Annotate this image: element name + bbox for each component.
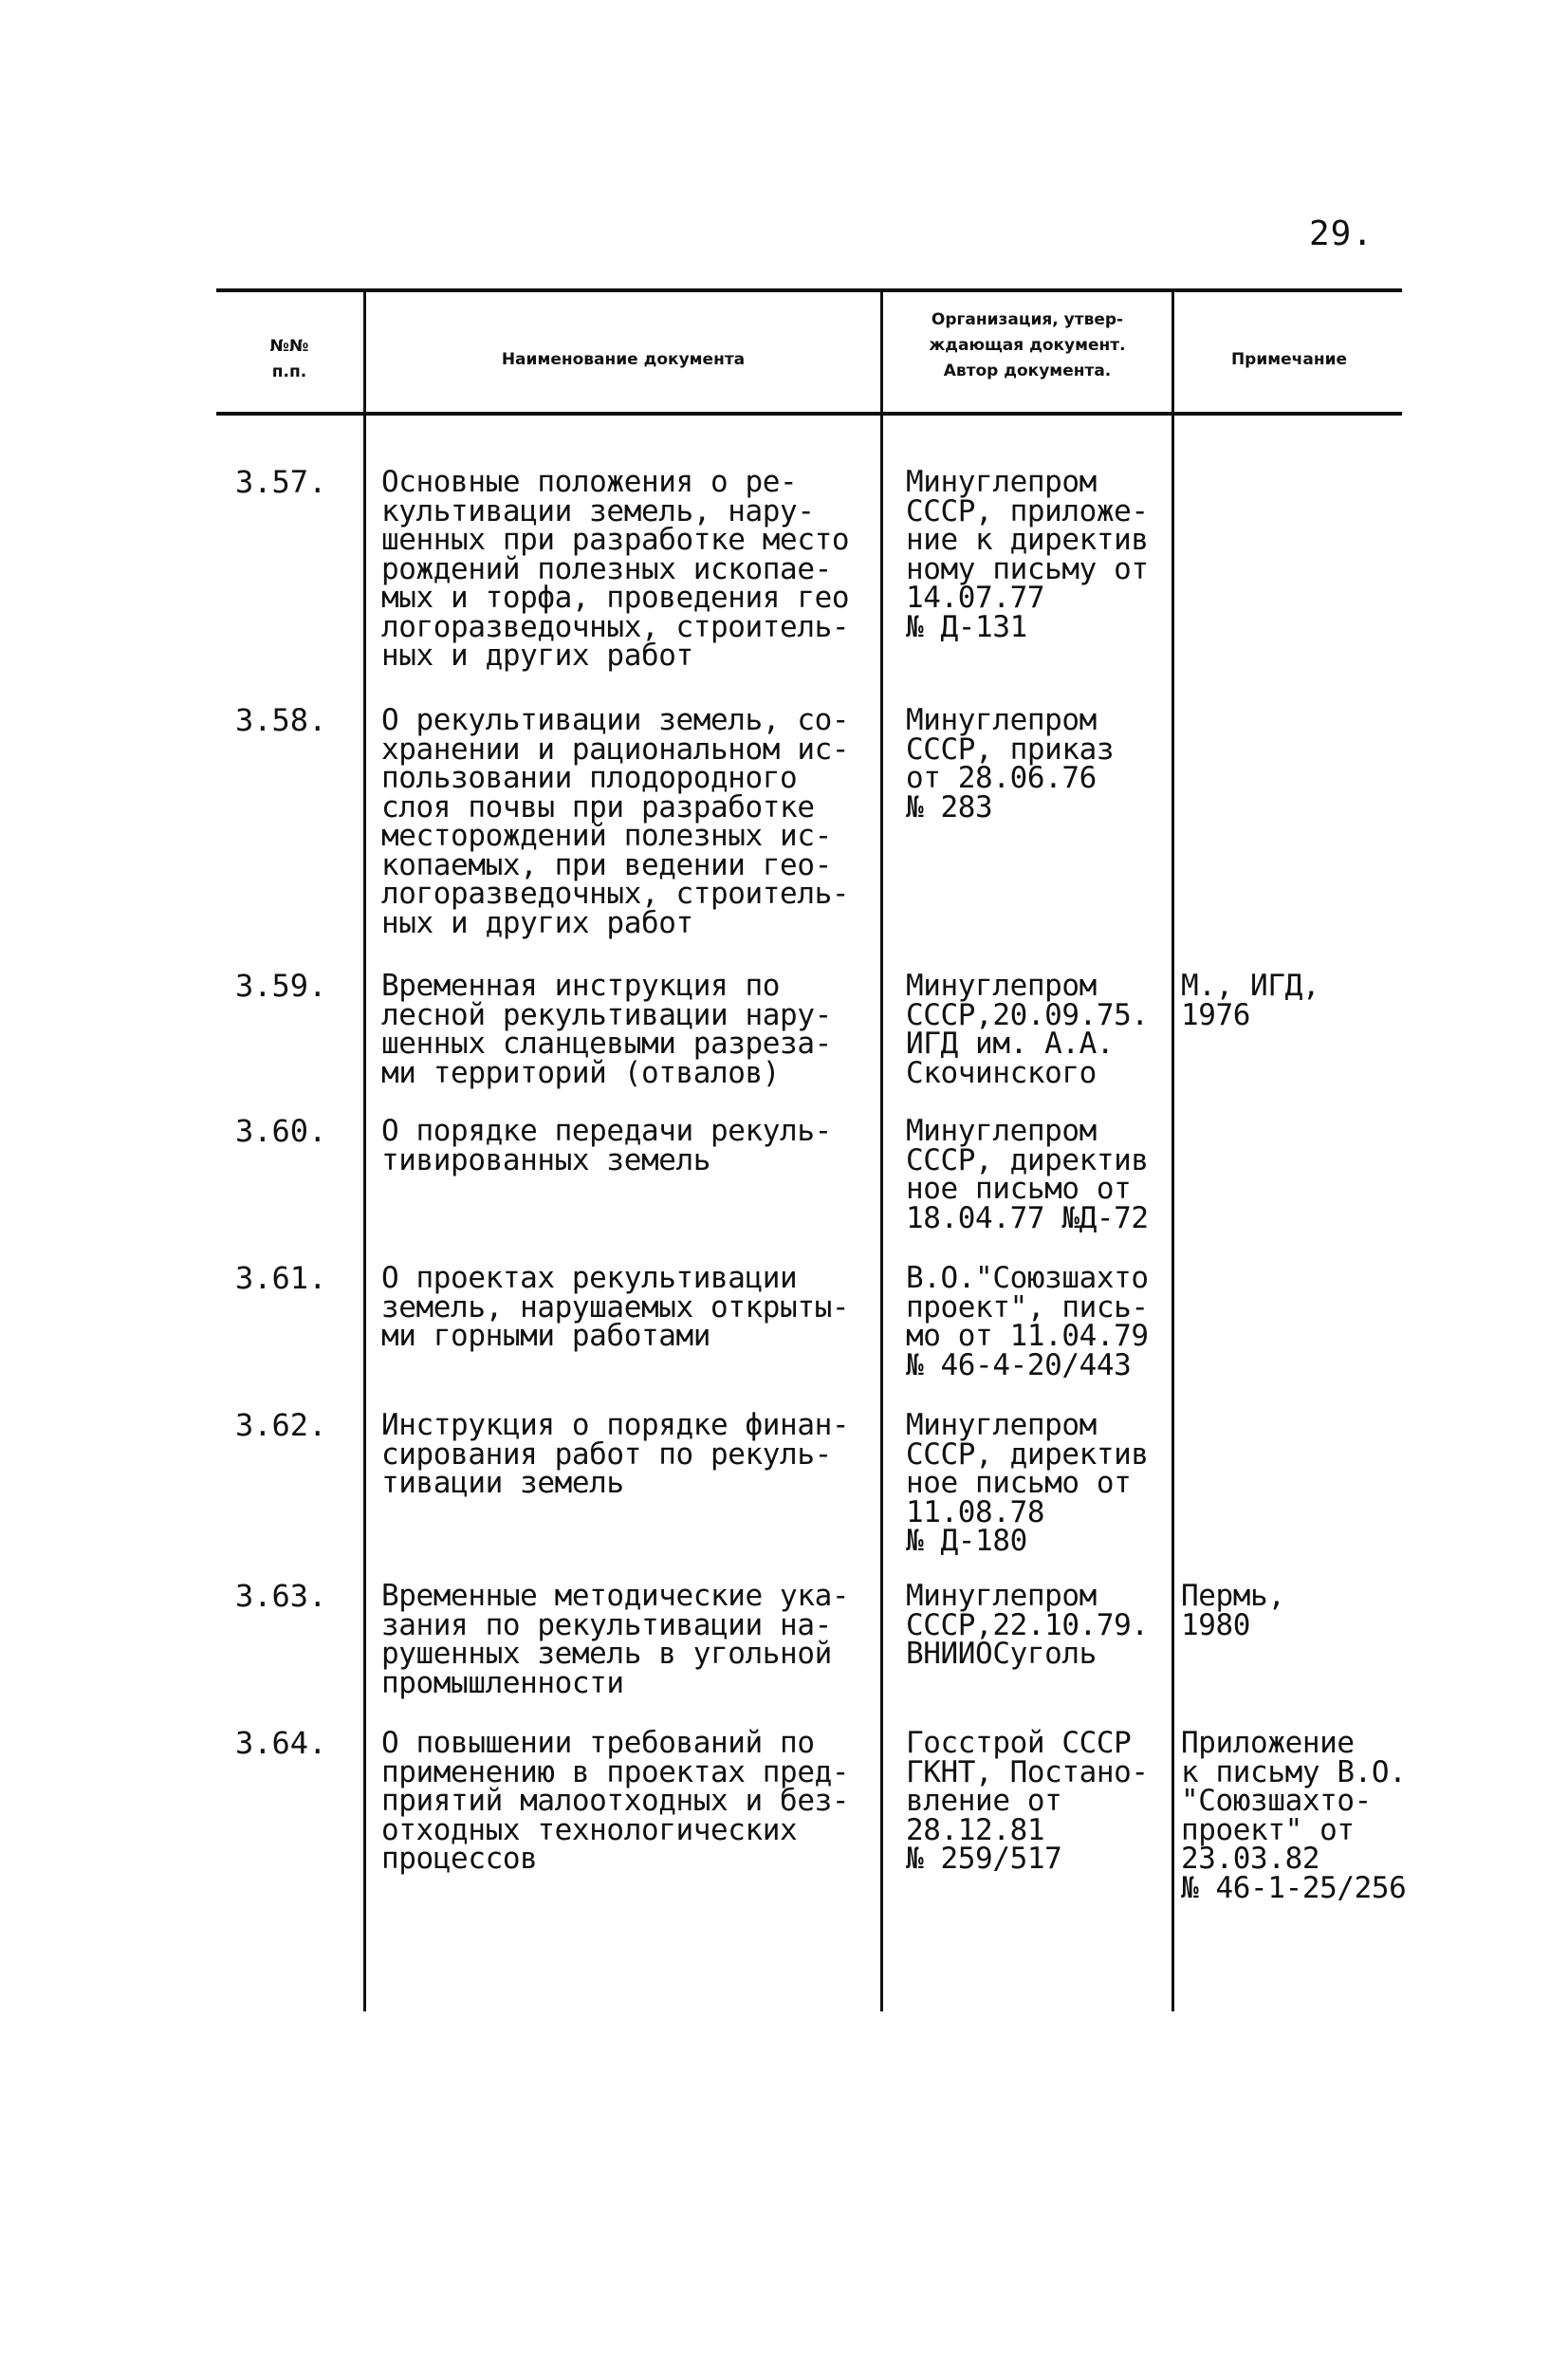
approving-organization-cell <box>906 1261 1149 1382</box>
row-number: 3.57. <box>235 464 327 500</box>
document-name-line: шенных сланцевыми разреза- <box>381 1027 832 1061</box>
approving-organization-line: ВНИИОСуголь <box>906 1637 1097 1671</box>
document-name-line: О повышении требований по <box>381 1726 815 1760</box>
approving-organization-line: № Д-180 <box>906 1524 1027 1558</box>
document-name-line: сирования работ по рекуль- <box>381 1436 832 1472</box>
row-number: 3.58. <box>235 702 327 738</box>
approving-organization-line: мо от 11.04.79 <box>906 1319 1149 1353</box>
document-name-line: Инструкция о порядке финан- <box>381 1408 850 1442</box>
document-name-line: тивированных земель <box>381 1142 711 1177</box>
approving-organization-line: от 28.06.76 <box>906 761 1097 795</box>
document-name-line: слоя почвы при разработке <box>381 789 815 824</box>
approving-organization-line: 11.08.78 <box>906 1494 1045 1529</box>
document-name-line: ных и других работ <box>381 639 693 673</box>
column-divider-1 <box>363 290 366 2011</box>
header-name-line: Наименование документа <box>501 350 746 369</box>
approving-organization-line: СССР, приложе- <box>906 493 1149 528</box>
document-name-line: процессов <box>381 1842 538 1876</box>
approving-organization-line: проект", пись- <box>906 1289 1149 1325</box>
note-cell <box>1181 969 1320 1032</box>
row-number: 3.64. <box>235 1725 327 1761</box>
document-name-line: хранении и рациональном ис- <box>381 732 850 767</box>
document-name-line: О проектах рекультивации <box>381 1261 798 1295</box>
approving-organization-line: СССР,22.10.79. <box>906 1607 1149 1642</box>
approving-organization-line: 18.04.77 №Д-72 <box>906 1200 1149 1235</box>
approving-organization-cell <box>906 703 1115 824</box>
note-line: к письму В.О. <box>1181 1754 1407 1789</box>
document-name-line: промышленности <box>381 1665 624 1700</box>
document-name-line: применению в проектах пред- <box>381 1754 850 1789</box>
document-name-line: логоразведочных, строитель- <box>381 877 850 911</box>
approving-organization-cell <box>906 969 1149 1090</box>
document-name-line: приятий малоотходных и без- <box>381 1784 850 1818</box>
document-name-line: земель, нарушаемых открыты- <box>381 1289 850 1325</box>
approving-organization-line: Минуглепром <box>906 1114 1097 1148</box>
header-num-line: п.п. <box>271 362 307 381</box>
approving-organization-cell <box>906 465 1149 644</box>
document-name-line: тивации земель <box>381 1466 624 1500</box>
document-name-line: Основные положения о ре- <box>381 465 798 499</box>
document-name-line: зания по рекультивации на- <box>381 1607 832 1642</box>
document-name-line: рушенных земель в угольной <box>381 1637 832 1671</box>
header-note-line: Примечание <box>1230 350 1348 369</box>
document-name-line: рождений полезных ископае- <box>381 551 832 586</box>
document-name-cell <box>381 1114 832 1177</box>
approving-organization-line: Минуглепром <box>906 1408 1097 1442</box>
header-num-line: №№ <box>269 337 309 356</box>
document-name-cell <box>381 703 850 940</box>
approving-organization-line: СССР, директив <box>906 1142 1149 1177</box>
header-org-line: Автор документа. <box>943 361 1112 380</box>
table-top-rule <box>216 288 1402 292</box>
document-name-cell <box>381 1261 850 1353</box>
table-header-rule <box>216 412 1402 416</box>
approving-organization-line: ние к директив <box>906 523 1149 557</box>
approving-organization-line: ИГД им. А.А. <box>906 1027 1115 1061</box>
header-org <box>885 307 1170 384</box>
approving-organization-line: вление от <box>906 1784 1062 1818</box>
note-line: "Союзшахто- <box>1181 1784 1372 1818</box>
column-divider-3 <box>1171 290 1174 2011</box>
document-name-line: культивации земель, нару- <box>381 493 815 528</box>
note-line: М., ИГД, <box>1181 969 1320 1003</box>
note-line: 1980 <box>1181 1607 1251 1642</box>
document-name-cell <box>381 1726 850 1876</box>
document-name-line: Временная инструкция по <box>381 969 781 1003</box>
note-cell <box>1181 1579 1285 1642</box>
approving-organization-cell <box>906 1726 1149 1876</box>
approving-organization-line: 28.12.81 <box>906 1812 1045 1847</box>
approving-organization-line: Госстрой СССР <box>906 1726 1132 1760</box>
row-number: 3.59. <box>235 968 327 1004</box>
document-name-line: О порядке передачи рекуль- <box>381 1114 832 1148</box>
note-line: № 46-1-25/256 <box>1181 1870 1407 1905</box>
header-note <box>1176 347 1402 373</box>
approving-organization-line: ное письмо от <box>906 1466 1132 1500</box>
document-name-line: копаемых, при ведении гео- <box>381 847 832 882</box>
column-divider-2 <box>880 290 883 2011</box>
document-name-line: шенных при разработке место <box>381 523 850 557</box>
document-name-line: О рекультивации земель, со- <box>381 703 850 737</box>
approving-organization-line: СССР,20.09.75. <box>906 997 1149 1032</box>
document-name-line: Временные методические ука- <box>381 1579 850 1613</box>
document-name-line: месторождений полезных ис- <box>381 819 832 853</box>
approving-organization-line: СССР, приказ <box>906 732 1115 767</box>
document-name-line: ми горными работами <box>381 1319 711 1353</box>
document-name-cell <box>381 1408 850 1500</box>
header-num <box>228 334 351 385</box>
row-number: 3.61. <box>235 1260 327 1296</box>
approving-organization-line: ному письму от <box>906 551 1149 586</box>
approving-organization-line: Минуглепром <box>906 703 1097 737</box>
document-name-line: мых и торфа, проведения гео <box>381 581 850 615</box>
note-line: проект" от <box>1181 1812 1355 1847</box>
row-number: 3.63. <box>235 1578 327 1614</box>
approving-organization-line: № 283 <box>906 789 993 824</box>
approving-organization-line: Минуглепром <box>906 1579 1097 1613</box>
document-name-cell <box>381 969 832 1090</box>
approving-organization-cell <box>906 1579 1149 1671</box>
header-org-line: ждающая документ. <box>929 336 1126 355</box>
document-name-cell <box>381 465 850 673</box>
note-line: Приложение <box>1181 1726 1355 1760</box>
document-name-line: логоразведочных, строитель- <box>381 609 850 644</box>
approving-organization-line: В.О."Союзшахто <box>906 1261 1149 1295</box>
approving-organization-line: Скочинского <box>906 1055 1097 1090</box>
note-cell <box>1181 1726 1407 1905</box>
document-name-line: ми территорий (отвалов) <box>381 1055 781 1090</box>
note-line: 1976 <box>1181 997 1251 1032</box>
approving-organization-line: СССР, директив <box>906 1436 1149 1472</box>
document-name-line: лесной рекультивации нару- <box>381 997 832 1032</box>
approving-organization-line: 14.07.77 <box>906 581 1045 615</box>
document-name-line: ных и других работ <box>381 905 693 940</box>
document-name-line: пользовании плодородного <box>381 761 798 795</box>
document-name-line: отходных технологических <box>381 1812 798 1847</box>
approving-organization-line: ное письмо от <box>906 1172 1132 1206</box>
row-number: 3.62. <box>235 1407 327 1443</box>
document-name-cell <box>381 1579 850 1700</box>
approving-organization-line: Минуглепром <box>906 969 1097 1003</box>
row-number: 3.60. <box>235 1113 327 1149</box>
note-line: Пермь, <box>1181 1579 1285 1613</box>
approving-organization-cell <box>906 1114 1149 1235</box>
header-org-line: Организация, утвер- <box>931 310 1124 329</box>
approving-organization-line: № 46-4-20/443 <box>906 1347 1132 1382</box>
approving-organization-line: № Д-131 <box>906 609 1027 644</box>
approving-organization-line: Минуглепром <box>906 465 1097 499</box>
approving-organization-cell <box>906 1408 1149 1558</box>
header-name <box>368 347 878 373</box>
approving-organization-line: ГКНТ, Постано- <box>906 1754 1149 1789</box>
note-line: 23.03.82 <box>1181 1842 1320 1876</box>
approving-organization-line: № 259/517 <box>906 1842 1062 1876</box>
page-number: 29. <box>1309 214 1374 253</box>
